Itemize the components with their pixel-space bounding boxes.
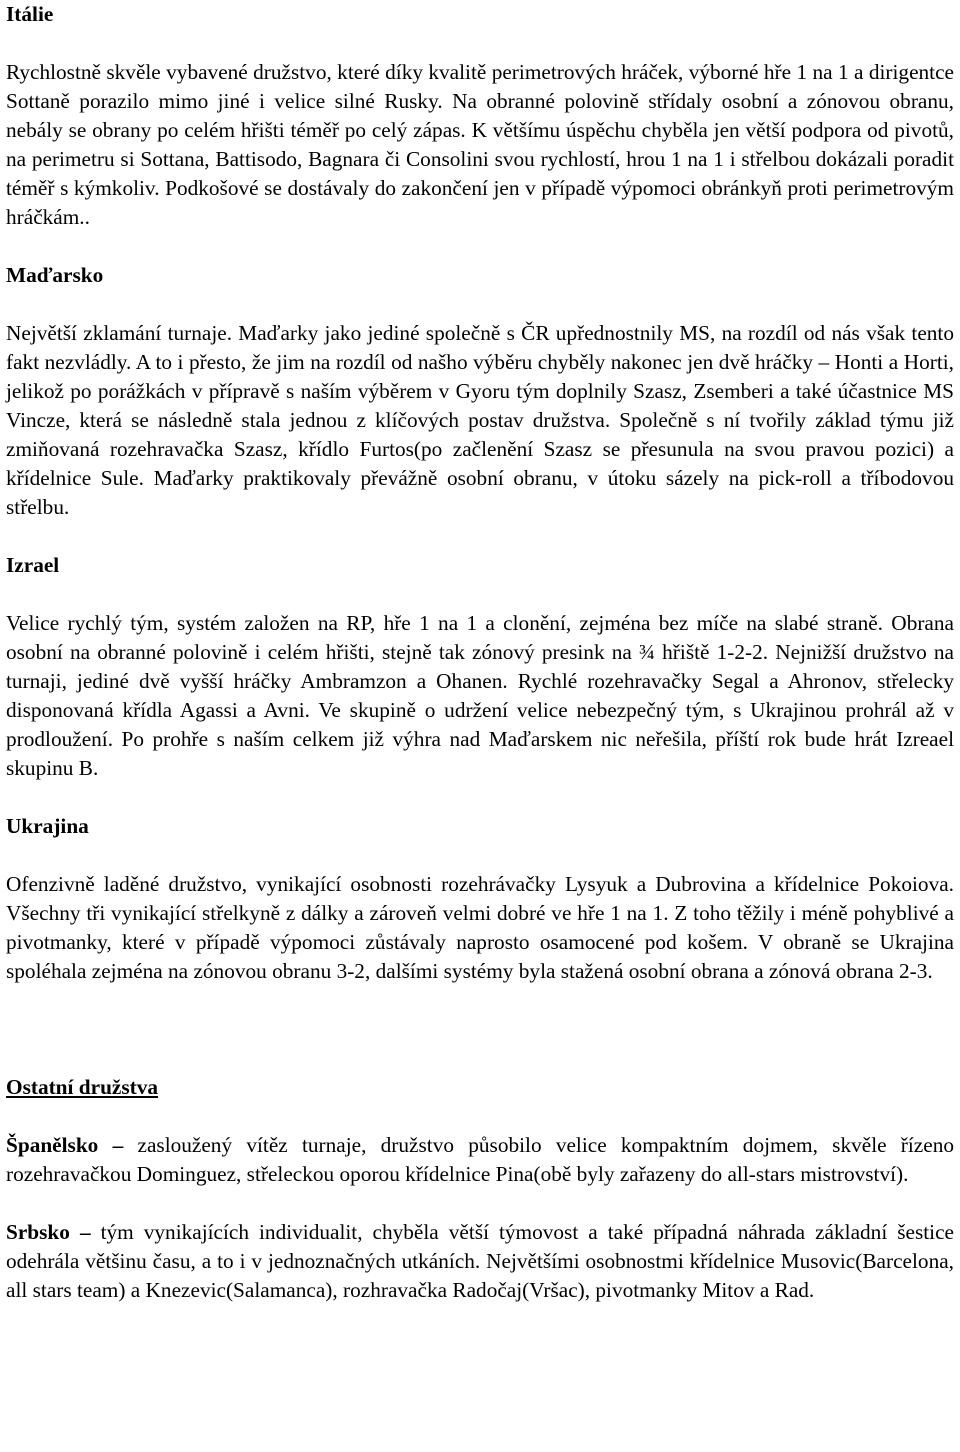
- section-body-ukrajina: Ofenzivně laděné družstvo, vynikající osobnosti rozehrávačky Lysyuk a Dubrovina a křídelnice Pokoiova. Všechny tři vynikající střelkyně z dálky a zároveň velmi dobré ve hře 1 na 1. Z toho těžily i méně pohyblivé a pivotmanky, které v případě výpomoci zůstávaly naprosto osamocené pod košem. V obraně se Ukrajina spoléhala zejména na zónovou obranu 3-2, dalšími systémy byla stažená osobní obrana a zónová obrana 2-3.: [6, 872, 954, 983]
- section-heading-ukrajina: Ukrajina: [6, 814, 89, 838]
- section-body-izrael: Velice rychlý tým, systém založen na RP, hře 1 na 1 a clonění, zejména bez míče na slabé straně. Obrana osobní na obranné polovině i celém hřišti, stejně tak zónový presink na ¾ hřiště 1-2-2. Nejnižší družstvo na turnaji, jediné dvě vyšší hráčky Ambramzon a Ohanen. Rychlé rozehravačky Segal a Ahronov, střelecky disponovaná křídla Agassi a Avni. Ve skupině o udržení velice nebezpečný tým, s Ukrajinou prohrál až v prodloužení. Po prohře s naším celkem již výhra nad Maďarskem nic neřešila, příští rok bude hrát Izreael skupinu B.: [6, 611, 954, 780]
- section-heading-madarsko: Maďarsko: [6, 263, 104, 287]
- section-heading-italie: Itálie: [6, 2, 54, 26]
- others-heading: Ostatní družstva: [6, 1075, 159, 1099]
- section-heading-izrael: Izrael: [6, 553, 60, 577]
- others-item-text: zasloužený vítěz turnaje, družstvo působilo velice kompaktním dojmem, skvěle řízeno rozehravačkou Dominguez, střeleckou oporou křídelnice Pina(obě byly zařazeny do all-stars mistrovství).: [6, 1133, 955, 1186]
- others-item-country: Srbsko: [6, 1220, 70, 1244]
- others-item-dash: –: [79, 1220, 91, 1244]
- others-item-spanelsko: [6, 1131, 954, 1189]
- section-body-madarsko: Největší zklamání turnaje. Maďarky jako jediné společně s ČR upřednostnily MS, na rozdíl od nás však tento fakt nezvládly. A to i přesto, že jim na rozdíl od našho výběru chyběly nakonec jen dvě hráčky – Honti a Horti, jelikož po porážkách v přípravě s naším výběrem v Gyoru tým doplnily Szasz, Zsemberi a také účastnice MS Vincze, která se následně stala jednou z klíčových postav družstva. Společně s ní tvořily základ týmu již zmiňovaná rozehravačka Szasz, křídlo Furtos(po začlenění Szasz se přesunula na svou pravou pozici) a křídelnice Sule. Maďarky praktikovaly převážně osobní obranu, v útoku sázely na pick-roll a tříbodovou střelbu.: [6, 321, 954, 519]
- others-item-text: tým vynikajících individualit, chyběla větší týmovost a také případná náhrada základní šestice odehrála většinu času, a to i v jednoznačných utkáních. Největšími osobnostmi křídelnice Musovic(Barcelona, all stars team) a Knezevic(Salamanca), rozhravačka Radočaj(Vršac), pivotmanky Mitov a Rad.: [6, 1220, 955, 1302]
- section-body-italie: Rychlostně skvěle vybavené družstvo, které díky kvalitě perimetrových hráček, výborné hře 1 na 1 a dirigentce Sottaně porazilo mimo jiné i velice silné Rusky. Na obranné polovině střídaly osobní a zónovou obranu, nebály se obrany po celém hřišti téměř po celý zápas. K většímu úspěchu chyběla jen větší podpora od pivotů, na perimetru si Sottana, Battisodo, Bagnara či Consolini svou rychlostí, hrou 1 na 1 i střelbou dokázali poradit téměř s kýmkoliv. Podkošové se dostávaly do zakončení jen v případě výpomoci obránkyň proti perimetrovým hráčkám..: [6, 60, 954, 229]
- others-item-dash: –: [112, 1133, 124, 1157]
- others-item-country: Španělsko: [6, 1133, 99, 1157]
- others-item-srbsko: [6, 1218, 954, 1305]
